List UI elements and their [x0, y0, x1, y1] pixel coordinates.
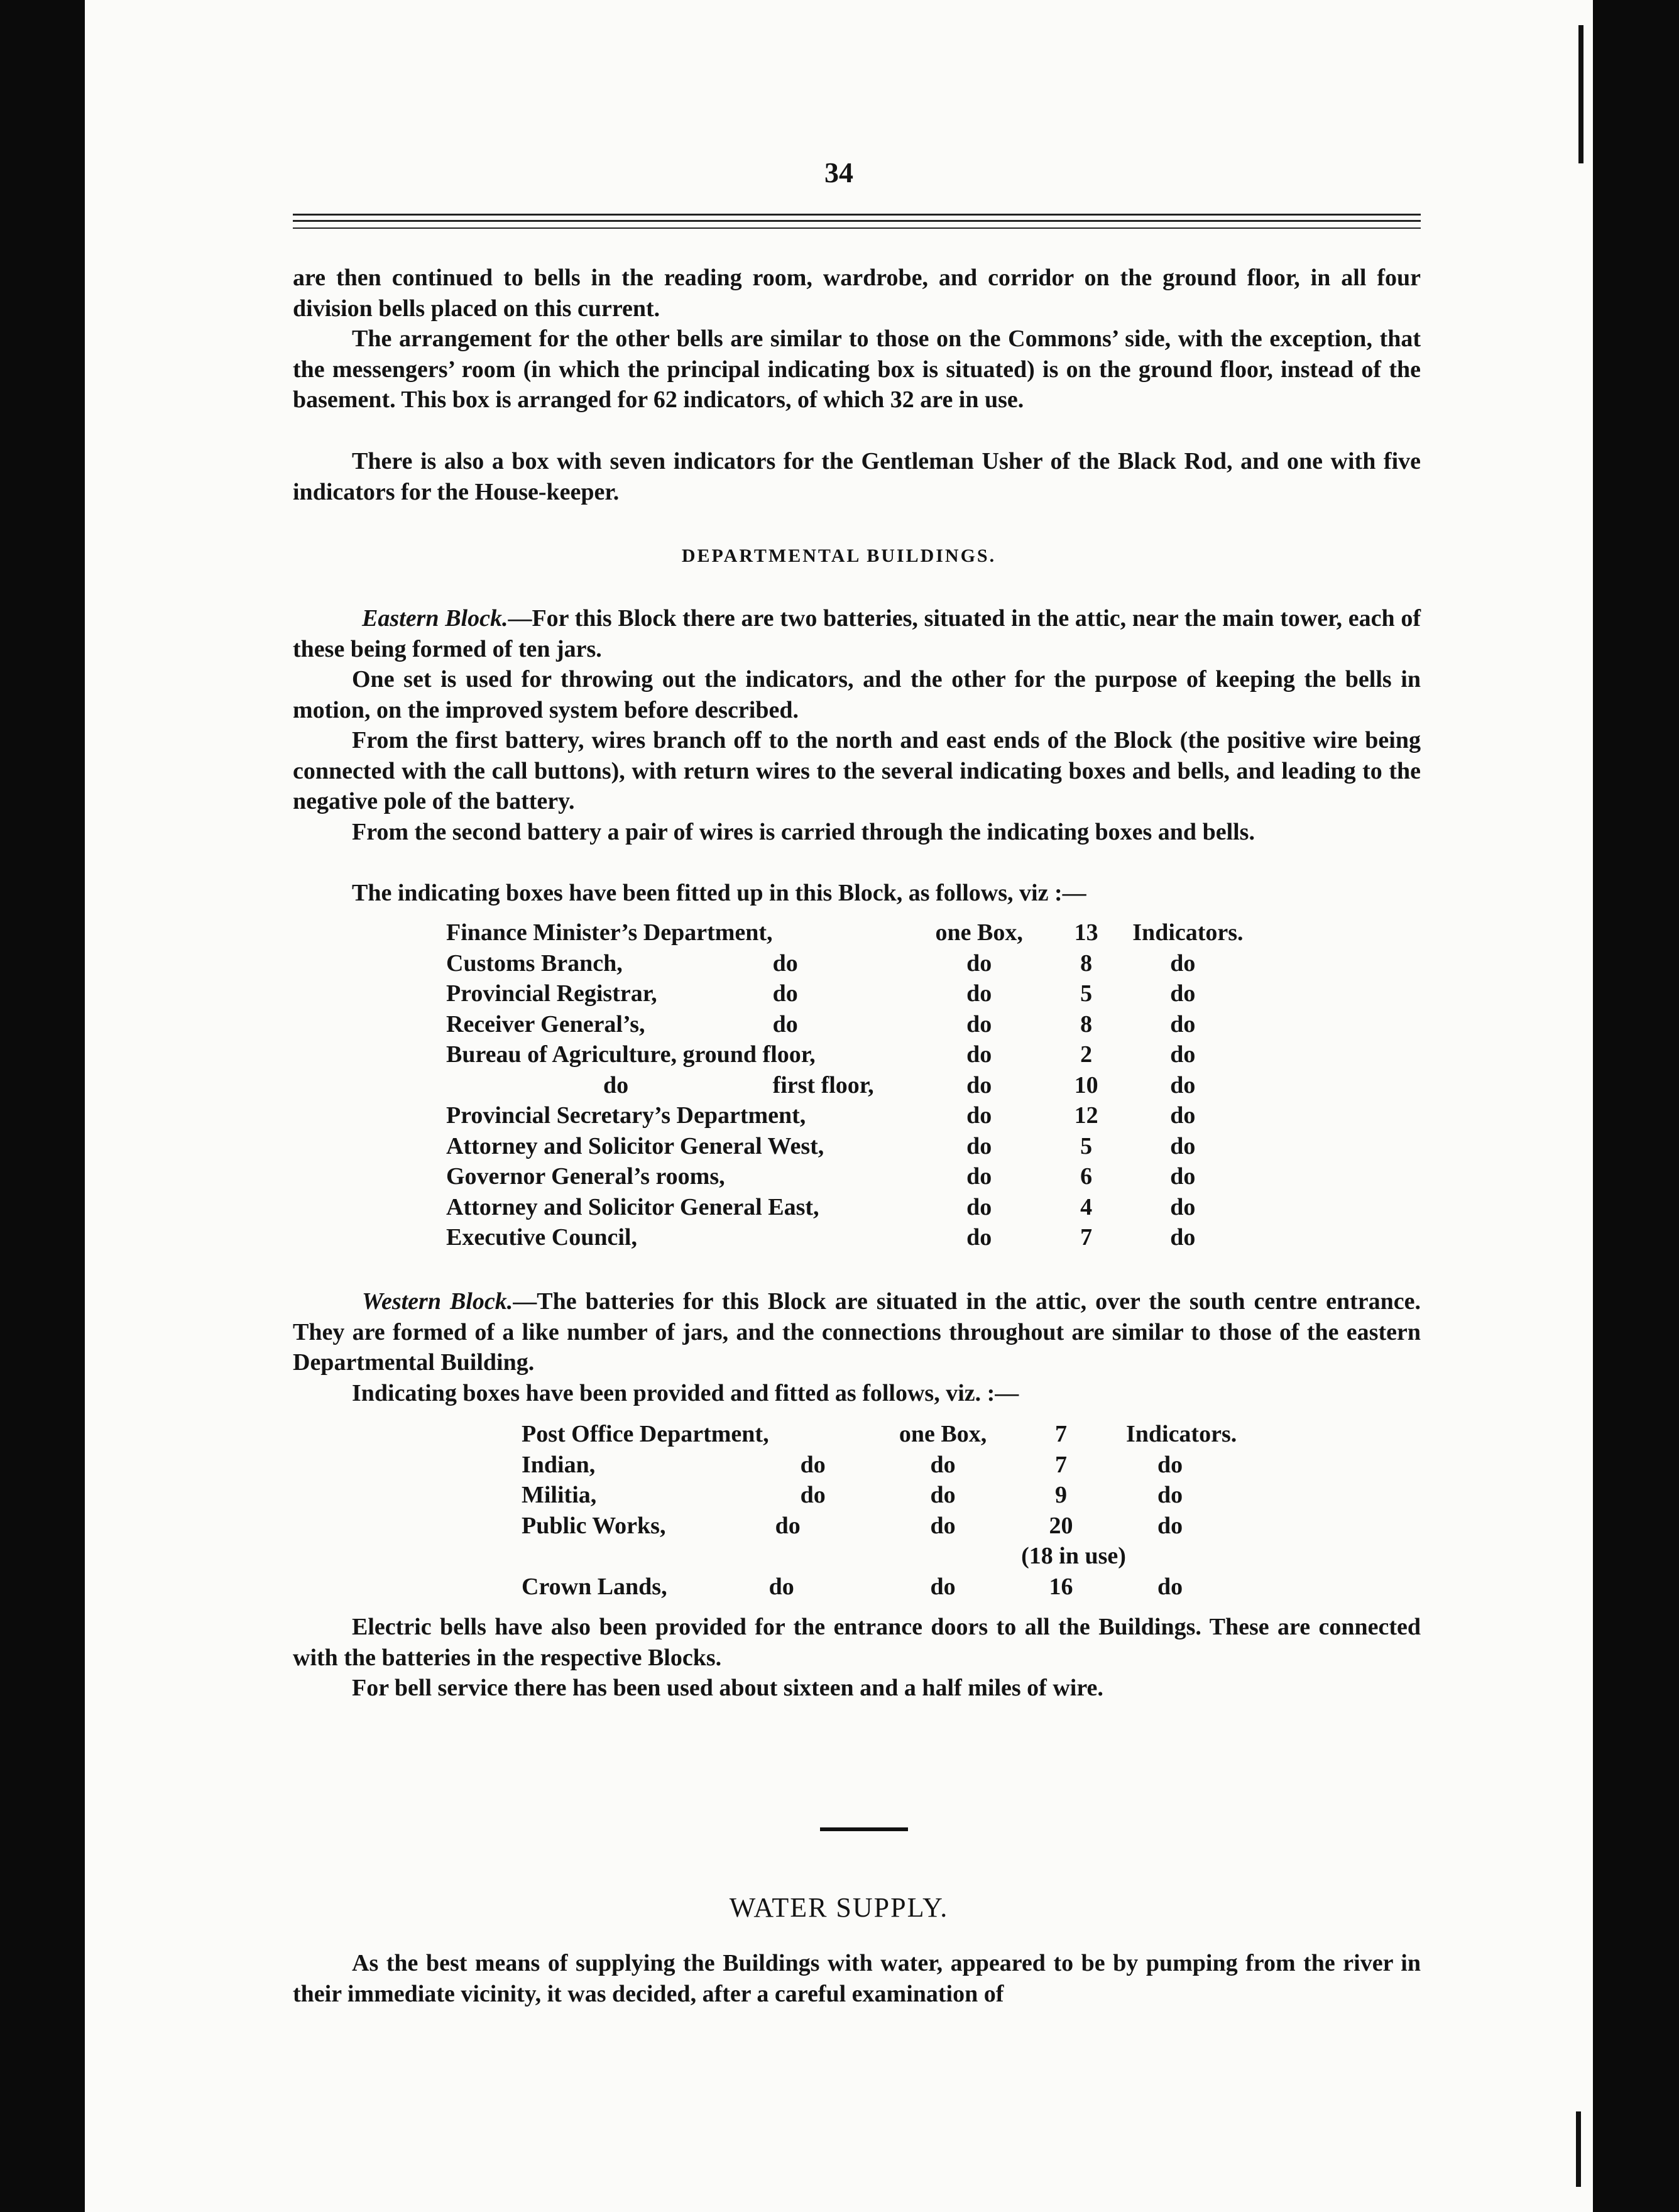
- paragraph-bell-arrangement: The arrangement for the other bells are similar to those on the Commons’ side, with the exception, that the messengers’ room (in which the principal indicating box is situated) is on the ground floor, instead of the basement. This box is arranged for 62 indicators, of which 32 are in use.: [293, 326, 1421, 413]
- dept-sub: do: [772, 950, 798, 977]
- in-use-note: (18 in use): [1021, 1543, 1126, 1569]
- indicator-count: 7: [1055, 1421, 1068, 1447]
- table-row: [446, 917, 1364, 948]
- table-row: [446, 1070, 1364, 1101]
- indicator-count: 4: [1080, 1193, 1093, 1220]
- dept-sub: [773, 917, 919, 948]
- paragraph-eastern-boxes-intro: The indicating boxes have been fitted up in this Block, as follows, viz :—: [352, 880, 1086, 906]
- table-row: [522, 1450, 1326, 1481]
- table-row: [446, 1161, 1364, 1192]
- indicator-count: 20: [1049, 1512, 1073, 1539]
- scan-edge-mark: [1576, 2111, 1581, 2187]
- paragraph-second-battery: From the second battery a pair of wires is carried through the indicating boxes and bells.: [352, 819, 1255, 845]
- table-row: [446, 948, 1364, 979]
- paragraph-water-supply: As the best means of supplying the Buildings with water, appeared to be by pumping from the river in their immediate vicinity, it was decided, after a careful examination of: [293, 1950, 1421, 2007]
- indicator-count: 7: [1055, 1451, 1068, 1478]
- scan-edge-mark: [1578, 25, 1583, 163]
- western-block-text: —The batteries for this Block are situated in the attic, over the south centre entrance. They are formed of a like number of jars, and the connections throughout are similar to those of the eastern Departmental Building.: [293, 1288, 1421, 1376]
- table-row: [446, 1222, 1364, 1253]
- table-row: [446, 1131, 1364, 1162]
- indicator-count: 16: [1049, 1573, 1073, 1600]
- dept-name: Militia,: [522, 1482, 597, 1508]
- section-heading-departmental: DEPARTMENTAL BUILDINGS.: [681, 545, 997, 566]
- box-count: do: [966, 1041, 992, 1068]
- dept-name: Post Office Department,: [522, 1421, 769, 1447]
- dept-sub: do: [772, 1010, 798, 1038]
- dept-name: Finance Minister’s Department,: [446, 919, 773, 946]
- eastern-block-lead: Eastern Block.: [362, 605, 508, 632]
- indicator-label: do: [1170, 1071, 1196, 1098]
- indicator-label: do: [1170, 1010, 1196, 1038]
- western-indicator-table: [522, 1419, 1326, 1602]
- table-row: [522, 1419, 1326, 1450]
- box-count: do: [966, 1132, 992, 1159]
- indicator-label: do: [1170, 1224, 1196, 1251]
- dept-sub: do: [800, 1451, 826, 1478]
- section-divider: [820, 1827, 908, 1831]
- indicator-count: 8: [1080, 1010, 1093, 1038]
- indicator-label: do: [1170, 1102, 1196, 1129]
- dept-sub: do: [768, 1573, 794, 1600]
- indicator-label: do: [1157, 1482, 1183, 1508]
- box-count: do: [966, 1193, 992, 1220]
- header-rule-mid: [293, 220, 1421, 222]
- eastern-indicator-table: [446, 917, 1364, 1253]
- dept-sub: first floor,: [772, 1071, 874, 1098]
- table-row: [522, 1511, 1326, 1541]
- paragraph-eastern-wiring: From the first battery, wires branch off to the north and east ends of the Block (the positive wire being connected with the call buttons), with return wires to the several indicating boxes and bells, and leading to the negative pole of the battery.: [293, 727, 1421, 814]
- indicator-count: 2: [1080, 1041, 1093, 1068]
- dept-sub: do: [772, 980, 798, 1007]
- indicator-count: 6: [1080, 1163, 1093, 1190]
- paragraph-entrance-bells: Electric bells have also been provided for the entrance doors to all the Buildings. These are connected with the batteries in the respective Blocks.: [293, 1614, 1421, 1671]
- dept-name: Public Works,: [522, 1512, 666, 1539]
- indicator-label: do: [1170, 1163, 1196, 1190]
- eastern-block-text: —For this Block there are two batteries, situated in the attic, near the main tower, each of these being formed of ten jars.: [293, 605, 1421, 662]
- box-count: do: [966, 1102, 992, 1129]
- indicator-label: Indicators.: [1132, 919, 1244, 946]
- header-rule-top: [293, 214, 1421, 216]
- western-block-lead: Western Block.: [362, 1288, 513, 1315]
- table-row: [446, 1100, 1364, 1131]
- indicator-label: do: [1170, 1041, 1196, 1068]
- dept-name: Indian,: [522, 1451, 596, 1478]
- box-count: do: [966, 950, 992, 977]
- box-count: do: [966, 1224, 992, 1251]
- box-count: one Box,: [899, 1421, 987, 1447]
- box-count: do: [966, 1071, 992, 1098]
- dept-name: Provincial Registrar,: [446, 980, 657, 1007]
- dept-name: do: [603, 1071, 629, 1098]
- box-count: do: [966, 1010, 992, 1038]
- indicator-count: 7: [1080, 1224, 1093, 1251]
- indicator-count: 12: [1074, 1102, 1098, 1129]
- paragraph-wire-length: For bell service there has been used about sixteen and a half miles of wire.: [352, 1675, 1103, 1701]
- paragraph-black-rod: There is also a box with seven indicators for the Gentleman Usher of the Black Rod, and one with five indicators for the House-keeper.: [293, 448, 1421, 505]
- dept-name: Executive Council,: [446, 1224, 637, 1251]
- box-count: do: [930, 1451, 956, 1478]
- indicator-label: do: [1170, 950, 1196, 977]
- indicator-label: do: [1170, 1193, 1196, 1220]
- dept-name: Customs Branch,: [446, 950, 623, 977]
- paragraph-bells-continued: are then continued to bells in the reading room, wardrobe, and corridor on the ground floor, in all four division bells placed on this current.: [293, 265, 1421, 322]
- box-count: do: [966, 1163, 992, 1190]
- indicator-count: 5: [1080, 980, 1093, 1007]
- paragraph-eastern-block: [293, 603, 1421, 664]
- dept-sub: do: [800, 1482, 826, 1508]
- indicator-count: 10: [1074, 1071, 1098, 1098]
- indicator-label: Indicators.: [1125, 1421, 1237, 1447]
- dept-name: Attorney and Solicitor General East,: [446, 1193, 819, 1220]
- box-count: do: [966, 980, 992, 1007]
- dept-name: Provincial Secretary’s Department,: [446, 1102, 806, 1129]
- header-rule-bottom: [293, 227, 1421, 229]
- dept-name: Crown Lands,: [522, 1573, 667, 1600]
- indicator-label: do: [1170, 1132, 1196, 1159]
- indicator-count: 5: [1080, 1132, 1093, 1159]
- box-count: do: [930, 1573, 956, 1600]
- dept-name: Receiver General’s,: [446, 1010, 645, 1038]
- indicator-label: do: [1157, 1573, 1183, 1600]
- box-count: do: [930, 1482, 956, 1508]
- table-row: [446, 1039, 1364, 1070]
- dept-sub: [769, 1419, 890, 1450]
- dept-sub: do: [775, 1512, 801, 1539]
- table-row: [446, 978, 1364, 1009]
- indicator-label: do: [1170, 980, 1196, 1007]
- paragraph-western-boxes-intro: Indicating boxes have been provided and fitted as follows, viz. :—: [352, 1380, 1019, 1406]
- table-row: [446, 1009, 1364, 1040]
- indicator-count: 13: [1074, 919, 1098, 946]
- indicator-label: do: [1157, 1512, 1183, 1539]
- box-count: one Box,: [935, 919, 1023, 946]
- page-number: 34: [824, 156, 853, 189]
- indicator-count: 8: [1080, 950, 1093, 977]
- table-row: [522, 1480, 1326, 1511]
- table-row: [522, 1572, 1326, 1602]
- document-page: [85, 0, 1593, 2212]
- indicator-count: 9: [1055, 1482, 1068, 1508]
- paragraph-western-block: [293, 1286, 1421, 1378]
- section-heading-water-supply: WATER SUPPLY.: [729, 1892, 949, 1923]
- dept-name: Governor General’s rooms,: [446, 1163, 725, 1190]
- table-row: [446, 1192, 1364, 1223]
- dept-name: Attorney and Solicitor General West,: [446, 1132, 824, 1159]
- indicator-label: do: [1157, 1451, 1183, 1478]
- dept-name: Bureau of Agriculture, ground floor,: [446, 1041, 816, 1068]
- box-count: do: [930, 1512, 956, 1539]
- paragraph-eastern-indicators: One set is used for throwing out the indicators, and the other for the purpose of keeping the bells in motion, on the improved system before described.: [293, 666, 1421, 723]
- table-row: [522, 1541, 1326, 1572]
